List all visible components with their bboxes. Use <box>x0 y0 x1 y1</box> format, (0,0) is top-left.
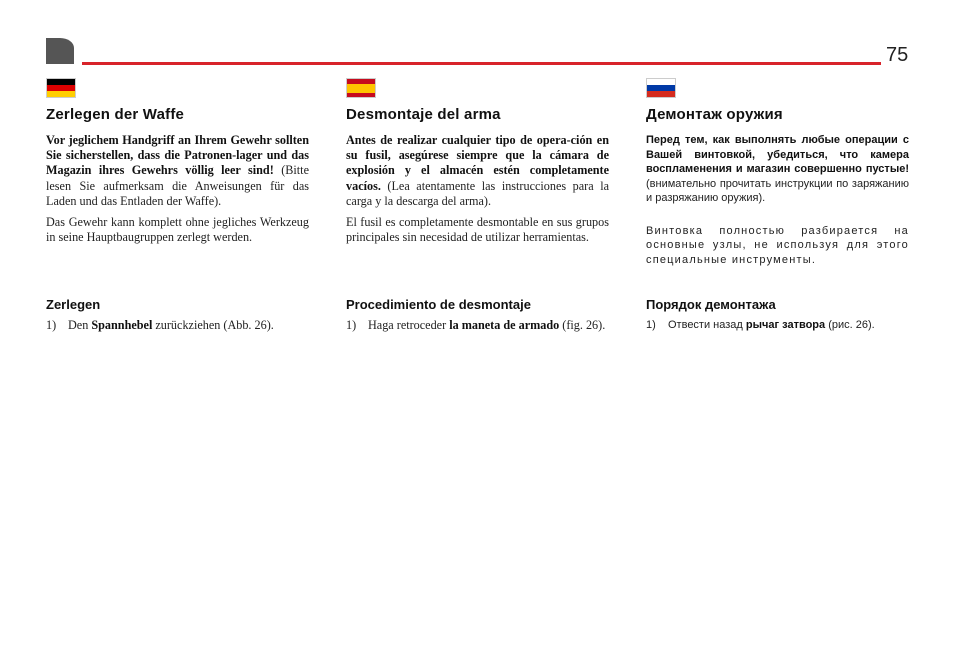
german-flag-icon <box>46 78 76 98</box>
step-text: Den Spannhebel zurückziehen (Abb. 26). <box>68 318 274 332</box>
subsection-title: Порядок демонтажа <box>646 297 776 312</box>
intro-bold: Перед тем, как выполнять любые операции с Вашей винтовкой, убедиться, что камера воспламенения и магазин совершенно пустые! <box>646 134 909 175</box>
column-spanish <box>346 78 609 332</box>
section-title: Desmontaje del arma <box>346 106 501 123</box>
page-number: 75 <box>886 44 909 66</box>
spanish-flag-icon <box>346 78 376 98</box>
step-item <box>346 318 609 333</box>
column-russian <box>646 78 909 331</box>
step-number: 1) <box>646 319 656 331</box>
subsection-title: Zerlegen <box>46 297 101 312</box>
intro-paragraph <box>46 133 309 209</box>
body-paragraph: Винтовка полностью разбирается на основные узлы, не используя для этого специальные инструменты. <box>646 224 909 266</box>
step-item <box>46 318 309 333</box>
section-title: Демонтаж оружия <box>646 106 783 123</box>
step-number: 1) <box>346 318 357 332</box>
subsection-title: Procedimiento de desmontaje <box>346 297 531 312</box>
step-item <box>646 318 909 333</box>
chapter-tab <box>46 38 74 64</box>
intro-bold: Antes de realizar cualquier tipo de opera-ción en su fusil, asegúrese siempre que la cámara de explosión y el almacén estén completamente vacíos. <box>346 133 609 193</box>
intro-paragraph <box>346 133 609 209</box>
russian-flag-icon <box>646 78 676 98</box>
procedure-section <box>346 297 609 333</box>
body-paragraph: El fusil es completamente desmontable en sus grupos principales sin necesidad de utilizar herramientas. <box>346 215 609 245</box>
intro-paragraph <box>646 133 909 206</box>
column-german <box>46 78 309 332</box>
intro-rest: (Lea atentamente las instrucciones para la carga y la descarga del arma). <box>346 178 609 208</box>
procedure-section <box>646 297 909 333</box>
intro-rest: (Bitte lesen Sie aufmerksam die Anweisungen für das Laden und das Entladen der Waffe). <box>46 163 309 208</box>
intro-rest: (внимательно прочитать инструкции по заряжанию и разряжанию оружия). <box>646 177 909 204</box>
intro-bold: Vor jeglichem Handgriff an Ihrem Gewehr sollten Sie sicherstellen, dass die Patronen-lager und das Magazin ihres Gewehrs völlig leer sind! <box>46 133 309 178</box>
step-text: Отвести назад рычаг затвора (рис. 26). <box>668 319 875 331</box>
procedure-section <box>46 297 309 333</box>
body-paragraph: Das Gewehr kann komplett ohne jegliches Werkzeug in seine Hauptbaugruppen zerlegt werden. <box>46 215 309 245</box>
step-number: 1) <box>46 318 57 332</box>
header-rule <box>82 62 881 65</box>
step-text: Haga retroceder la maneta de armado (fig. 26). <box>368 318 606 332</box>
section-title: Zerlegen der Waffe <box>46 106 185 123</box>
